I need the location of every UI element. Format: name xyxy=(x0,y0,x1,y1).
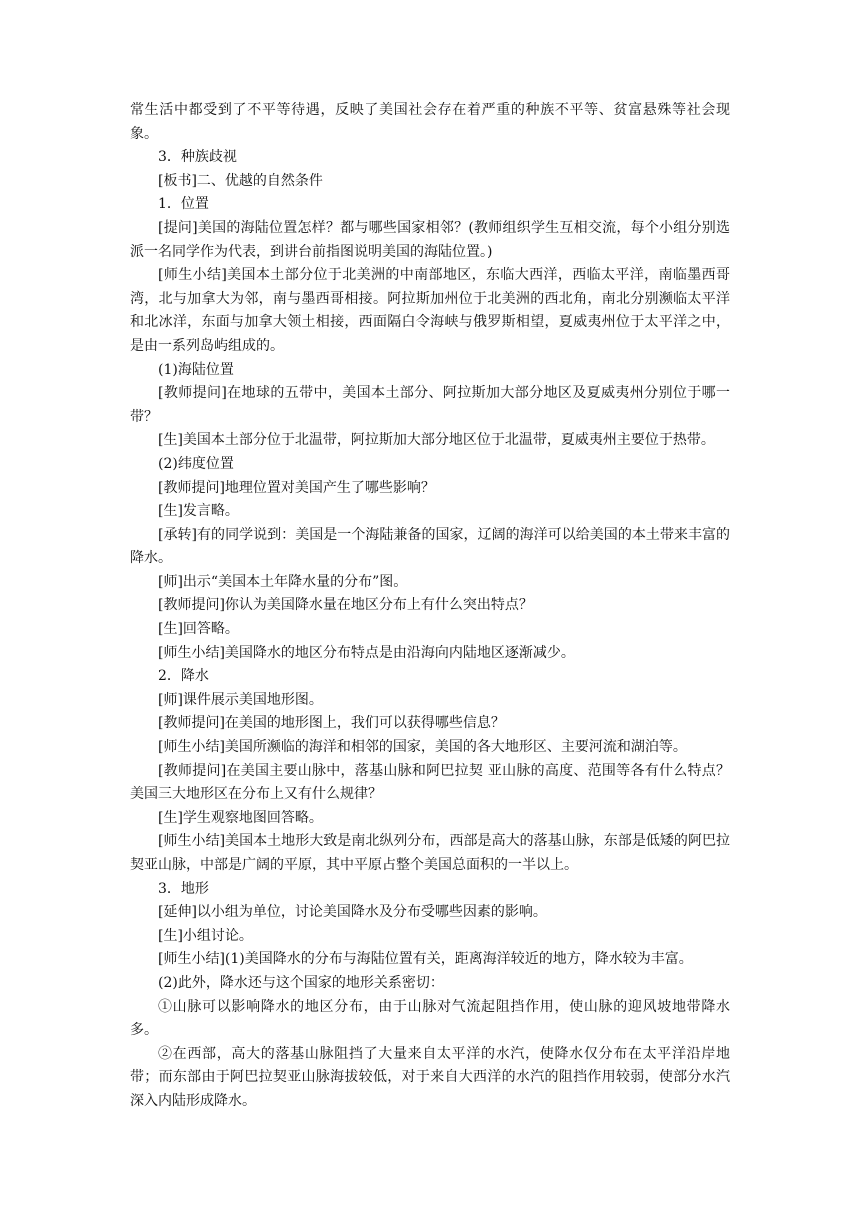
paragraph-question-sea-land: [提问]美国的海陆位置怎样？都与哪些国家相邻？(教师组织学生互相交流，每个小组分别选派一名同学作为代表，到讲台前指图说明美国的海陆位置。) xyxy=(130,219,730,260)
paragraph-point-one: ①山脉可以影响降水的地区分布，由于山脉对气流起阻挡作用，使山脉的迎风坡地带降水多。 xyxy=(130,998,730,1039)
heading-sea-land-position: (1)海陆位置 xyxy=(158,361,234,378)
heading-terrain: 3．地形 xyxy=(158,880,209,897)
paragraph-student-speech: [生]发言略。 xyxy=(158,503,239,520)
paragraph-summary-factors: [师生小结](1)美国降水的分布与海陆位置有关，距离海洋较近的地方，降水较为丰富。 xyxy=(158,951,693,968)
paragraph-extension: [延伸]以小组为单位，讨论美国降水及分布受哪些因素的影响。 xyxy=(158,904,547,921)
paragraph-student-answer-zones: [生]美国本土部分位于北温带，阿拉斯加大部分地区位于北温带，夏威夷州主要位于热带。 xyxy=(158,432,715,449)
paragraph-question-five-zones: [教师提问]在地球的五带中，美国本土部分、阿拉斯加大部分地区及夏威夷州分别位于哪一带？ xyxy=(130,385,730,425)
paragraph-question-influence: [教师提问]地理位置对美国产生了哪些影响？ xyxy=(158,479,435,496)
paragraph-student-answer: [生]回答略。 xyxy=(158,621,239,638)
paragraph-terrain-relation: (2)此外，降水还与这个国家的地形关系密切： xyxy=(158,974,444,991)
paragraph-summary-location: [师生小结]美国本土部分位于北美洲的中南部地区，东临大西洋，西临太平洋，南临墨西哥湾，北与加拿大为邻，南与墨西哥相接。阿拉斯加州位于北美洲的西北角，南北分别濒临太平洋和北冰洋，东面与加拿大领土相接，西面隔白令海峡与俄罗斯相望，夏威夷州位于太平洋之中，是由一系列岛屿组成的。 xyxy=(130,267,730,354)
paragraph-transition: [承转]有的同学说到：美国是一个海陆兼备的国家，辽阔的海洋可以给美国的本土带来丰富的降水。 xyxy=(130,526,730,567)
paragraph-summary-precipitation: [师生小结]美国降水的地区分布特点是由沿海向内陆地区逐渐减少。 xyxy=(158,644,575,661)
paragraph-question-mountains: [教师提问]在美国主要山脉中，落基山脉和阿巴拉契 亚山脉的高度、范围等各有什么特点？美国三大地形区在分布上又有什么规律？ xyxy=(130,762,730,803)
paragraph-continuation: 常生活中都受到了不平等待遇，反映了美国社会存在着严重的种族不平等、贫富悬殊等社会现象。 xyxy=(130,102,730,142)
document-page xyxy=(130,99,730,1114)
heading-precipitation: 2．降水 xyxy=(158,668,209,685)
heading-racial-discrimination: 3．种族歧视 xyxy=(158,149,237,166)
paragraph-student-observe: [生]学生观察地图回答略。 xyxy=(158,809,323,826)
paragraph-summary-terrain-info: [师生小结]美国所濒临的海洋和相邻的国家，美国的各大地形区、主要河流和湖泊等。 xyxy=(158,739,687,756)
paragraph-question-precipitation: [教师提问]你认为美国降水量在地区分布上有什么突出特点？ xyxy=(158,597,533,614)
paragraph-summary-terrain: [师生小结]美国本土地形大致是南北纵列分布，西部是高大的落基山脉，东部是低矮的阿巴拉契亚山脉，中部是广阔的平原，其中平原占整个美国总面积的一半以上。 xyxy=(130,833,730,873)
paragraph-teacher-show-map: [师]出示“美国本土年降水量的分布”图。 xyxy=(158,573,408,590)
heading-location: 1．位置 xyxy=(158,196,209,213)
paragraph-question-terrain-info: [教师提问]在美国的地形图上，我们可以获得哪些信息？ xyxy=(158,715,505,732)
paragraph-point-two: ②在西部，高大的落基山脉阻挡了大量来自太平洋的水汽，使降水仅分布在太平洋沿岸地带；而东部由于阿巴拉契亚山脉海拔较低，对于来自大西洋的水汽的阻挡作用较弱，使部分水汽深入内陆形成降水。 xyxy=(130,1045,730,1109)
blackboard-heading-natural-conditions: [板书]二、优越的自然条件 xyxy=(158,172,323,189)
heading-latitude-position: (2)纬度位置 xyxy=(158,455,234,472)
paragraph-group-discussion: [生]小组讨论。 xyxy=(158,927,253,944)
paragraph-teacher-terrain-map: [师]课件展示美国地形图。 xyxy=(158,691,323,708)
